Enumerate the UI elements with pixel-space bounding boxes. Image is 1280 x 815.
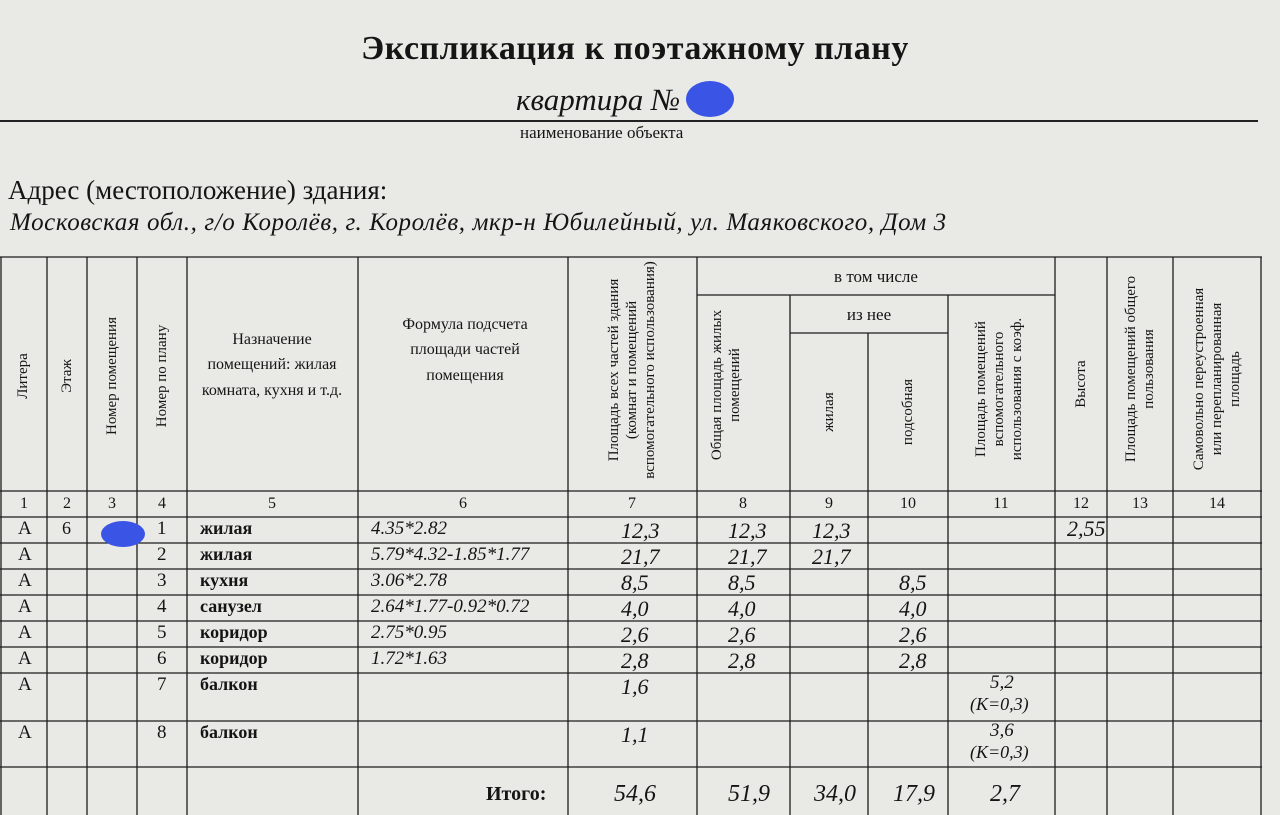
header-of-it: из нее <box>846 305 892 325</box>
row-coef-k: (К=0,3) <box>970 694 1029 714</box>
totals-general-area: 51,9 <box>728 781 770 807</box>
row-total-area: 2,6 <box>621 622 649 647</box>
row-coef-k: (К=0,3) <box>970 742 1029 762</box>
header-formula: Формула подсчета площади частей помещения <box>402 315 528 384</box>
row-general-area: 21,7 <box>728 544 767 569</box>
row-living-area: 12,3 <box>812 518 851 543</box>
row-living-area: 21,7 <box>812 544 851 569</box>
row-purpose: кухня <box>200 570 249 590</box>
row-general-area: 8,5 <box>728 570 756 595</box>
totals-coef-area: 2,7 <box>990 781 1020 807</box>
row-total-area: 8,5 <box>621 570 649 595</box>
address-value: Московская обл., г/о Королёв, г. Королёв, мкр-н Юбилейный, ул. Маяковского, Дом 3 <box>10 209 947 236</box>
row-formula: 3.06*2.78 <box>371 570 447 591</box>
column-number: 9 <box>825 495 833 512</box>
header-plan-number: Номер по плану <box>154 324 170 428</box>
row-purpose: санузел <box>200 596 262 616</box>
header-in-that: в том числе <box>834 267 918 287</box>
row-purpose: жилая <box>200 544 253 564</box>
row-total-area: 4,0 <box>621 596 649 621</box>
column-number: 1 <box>20 495 28 512</box>
row-general-area: 2,6 <box>728 622 756 647</box>
address-label: Адрес (местоположение) здания: <box>8 175 388 205</box>
subtitle-text: квартира № <box>516 82 681 117</box>
row-general-area: 2,8 <box>728 648 756 673</box>
column-number: 7 <box>628 495 636 512</box>
header-auxiliary: подсобная <box>900 378 916 446</box>
row-aux-area: 2,8 <box>899 648 927 673</box>
row-purpose: балкон <box>200 674 258 694</box>
column-number: 12 <box>1073 495 1089 512</box>
row-formula: 1.72*1.63 <box>371 648 447 669</box>
row-total-area: 21,7 <box>621 544 660 569</box>
row-coef-area: 3,6 <box>990 720 1014 741</box>
row-general-area: 12,3 <box>728 518 767 543</box>
header-total-area: Площадь всех частей здания (комнат и помещений вспомогательного использования) <box>606 261 658 479</box>
row-litera: А <box>18 674 32 695</box>
row-litera: А <box>18 622 32 643</box>
row-formula: 2.75*0.95 <box>371 622 447 643</box>
header-litera: Литера <box>15 353 31 399</box>
row-total-area: 2,8 <box>621 648 649 673</box>
row-litera: А <box>18 648 32 669</box>
explication-table <box>0 255 1262 815</box>
row-total-area: 1,6 <box>621 674 649 699</box>
title-underline <box>0 120 1258 122</box>
row-total-area: 12,3 <box>621 518 660 543</box>
row-coef-area: 5,2 <box>990 672 1014 693</box>
column-number: 4 <box>158 495 166 512</box>
row-height: 2,55 <box>1067 516 1106 541</box>
column-number: 2 <box>63 495 71 512</box>
row-plan-number: 2 <box>157 544 167 565</box>
row-litera: А <box>18 544 32 565</box>
row-plan-number: 5 <box>157 622 167 643</box>
row-purpose: жилая <box>200 518 253 538</box>
redaction-mark <box>686 81 734 117</box>
row-aux-area: 8,5 <box>899 570 927 595</box>
row-litera: А <box>18 518 32 539</box>
row-general-area: 4,0 <box>728 596 756 621</box>
document-title: Экспликация к поэтажному плану <box>361 30 909 67</box>
column-number: 5 <box>268 495 276 512</box>
totals-aux-area: 17,9 <box>893 781 935 807</box>
row-litera: А <box>18 596 32 617</box>
header-room-number: Номер помещения <box>104 317 120 436</box>
column-number: 14 <box>1209 495 1225 512</box>
row-litera: А <box>18 570 32 591</box>
row-plan-number: 7 <box>157 674 167 695</box>
header-height: Высота <box>1073 360 1089 408</box>
header-general-living: Общая площадь жилых помещений <box>709 309 743 461</box>
row-formula: 2.64*1.77-0.92*0.72 <box>371 596 530 617</box>
row-plan-number: 6 <box>157 648 167 669</box>
totals-label: Итого: <box>486 783 547 805</box>
object-caption: наименование объекта <box>520 123 684 142</box>
row-formula: 4.35*2.82 <box>371 518 447 539</box>
totals-living-area: 34,0 <box>814 781 856 807</box>
header-unauthorized: Самовольно переустроенная или перепланированная площадь <box>1191 287 1243 471</box>
row-purpose: балкон <box>200 722 258 742</box>
column-number: 3 <box>108 495 116 512</box>
document-subtitle <box>516 82 734 121</box>
row-plan-number: 4 <box>157 596 167 617</box>
row-plan-number: 8 <box>157 722 167 743</box>
row-plan-number: 1 <box>157 518 167 539</box>
column-number: 11 <box>993 495 1009 512</box>
column-number: 10 <box>900 495 916 512</box>
header-common-area: Площадь помещений общего пользования <box>1123 275 1157 463</box>
row-floor: 6 <box>62 518 71 538</box>
row-formula: 5.79*4.32-1.85*1.77 <box>371 544 530 565</box>
column-number: 6 <box>459 495 467 512</box>
row-litera: А <box>18 722 32 743</box>
header-purpose: Назначение помещений: жилая комната, кухня и т.д. <box>201 330 343 399</box>
row-purpose: коридор <box>200 648 268 668</box>
header-living: жилая <box>821 392 837 432</box>
header-floor: Этаж <box>59 359 75 393</box>
header-aux-coef: Площадь помещений вспомогательного использования с коэф. <box>973 317 1025 461</box>
redaction-mark <box>101 521 145 547</box>
column-number: 13 <box>1132 495 1148 512</box>
row-aux-area: 4,0 <box>899 596 927 621</box>
row-total-area: 1,1 <box>621 722 649 747</box>
row-purpose: коридор <box>200 622 268 642</box>
row-aux-area: 2,6 <box>899 622 927 647</box>
totals-total-area: 54,6 <box>614 781 656 807</box>
column-number: 8 <box>739 495 747 512</box>
row-plan-number: 3 <box>157 570 167 591</box>
